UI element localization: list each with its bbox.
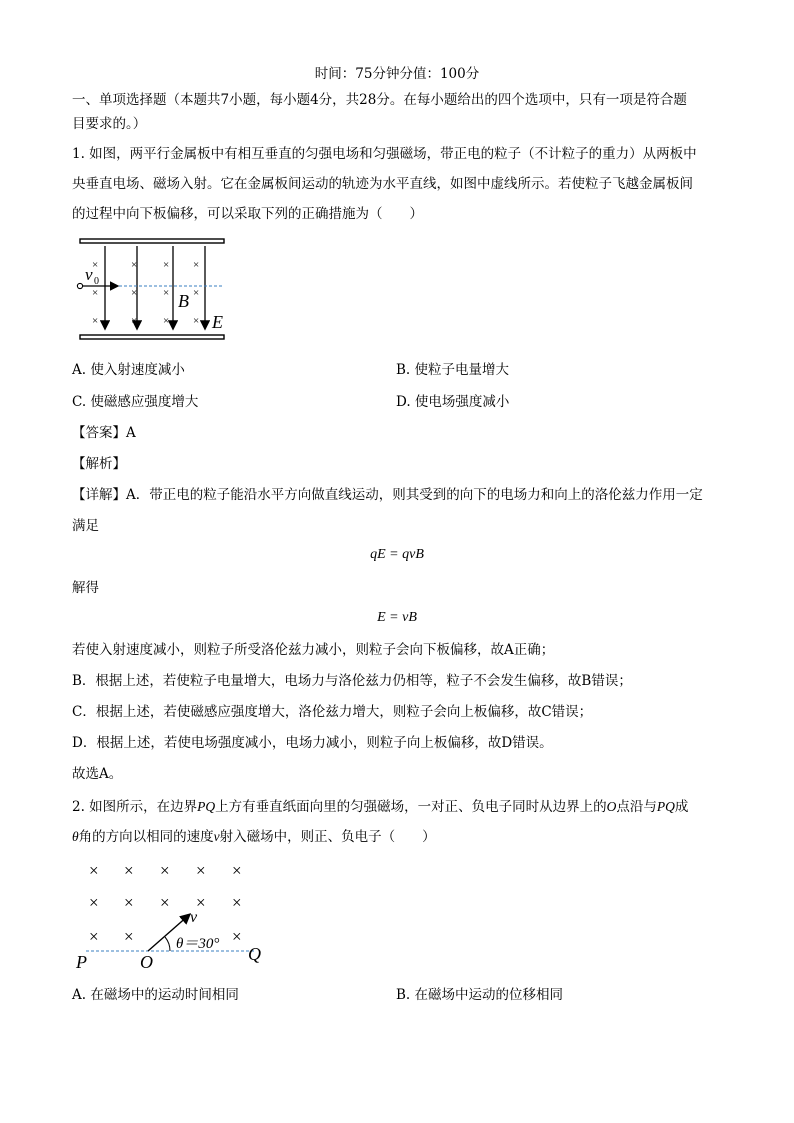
q2-stem-text: 上方有垂直纸面向里的匀强磁场，一对正、负电子同时从边界上的 — [215, 799, 607, 815]
q2-stem-text: 点沿与 — [616, 799, 657, 815]
b-field-cross: × — [89, 861, 99, 880]
q1-stem-line2: 央垂直电场、磁场入射。它在金属板间运动的轨迹为水平直线，如图中虚线所示。若使粒子飞越金属板间 — [72, 176, 693, 192]
b-field-cross: × — [124, 861, 134, 880]
b-field-cross: × — [160, 893, 170, 912]
q2-pq-symbol: PQ — [197, 799, 216, 814]
q1-figure — [72, 232, 242, 347]
q2-option-b[interactable]: B. 在磁场中运动的位移相同 — [396, 987, 564, 1003]
top-plate — [80, 239, 224, 243]
answer-value: A — [126, 425, 136, 441]
angle-label: θ＝30° — [176, 936, 220, 952]
b-field-cross: × — [193, 315, 200, 327]
b-field-cross: × — [92, 287, 99, 299]
b-field-cross: × — [196, 893, 206, 912]
b-field-cross: × — [92, 259, 99, 271]
b-field-cross: × — [89, 893, 99, 912]
q1-option-a[interactable]: A. 使入射速度减小 — [72, 362, 185, 378]
e-label: E — [212, 312, 223, 332]
q2-stem-text: 射入磁场中，则正、负电子（ ） — [219, 829, 436, 845]
q2-v-symbol: v — [213, 829, 220, 844]
q2-option-a[interactable]: A. 在磁场中的运动时间相同 — [72, 987, 239, 1003]
q2-o-symbol: O — [606, 799, 617, 814]
q1-detail-line1: 【详解】A．带正电的粒子能沿水平方向做直线运动，则其受到的向下的电场力和向上的洛伦兹力作用一定 — [72, 487, 703, 503]
b-field-cross: × — [163, 287, 170, 299]
particle — [77, 283, 82, 288]
q2-figure — [72, 852, 272, 977]
q1-option-b[interactable]: B. 使粒子电量增大 — [396, 362, 510, 378]
q1-solve-word: 解得 — [72, 580, 99, 596]
b-field-cross: × — [131, 315, 138, 327]
q1-equation-2: E = vB — [377, 610, 417, 625]
bottom-plate — [80, 335, 224, 339]
b-field-cross: × — [131, 287, 138, 299]
q1-explain-d: D．根据上述，若使电场强度减小，电场力减小，则粒子向上板偏移，故D错误。 — [72, 735, 553, 751]
q1-equation-1: qE = qvB — [370, 547, 424, 562]
q1-stem-line1: 1. 如图，两平行金属板中有相互垂直的匀强电场和匀强磁场，带正电的粒子（不计粒子的重力）从两板中 — [72, 146, 697, 162]
q2-stem-text: 角的方向以相同的速度 — [78, 829, 214, 845]
v-label: v — [190, 909, 198, 926]
b-field-cross: × — [163, 259, 170, 271]
b-field-cross: × — [232, 861, 242, 880]
exam-time-score: 时间：75分钟分值：100分 — [314, 66, 480, 82]
b-field-cross: × — [163, 315, 170, 327]
answer-tag: 【答案】 — [72, 425, 126, 441]
q1-analysis-tag: 【解析】 — [72, 456, 126, 472]
b-field-cross: × — [124, 927, 134, 946]
q2-stem-text: 2. 如图所示，在边界 — [72, 799, 198, 815]
p-label: P — [76, 952, 87, 972]
q2-stem-line1 — [72, 797, 688, 817]
q1-explain-c: C．根据上述，若使磁感应强度增大，洛伦兹力增大，则粒子会向上板偏移，故C错误； — [72, 704, 593, 720]
v0-subscript: 0 — [94, 276, 99, 287]
b-field-cross: × — [160, 861, 170, 880]
q1-stem-line3: 的过程中向下板偏移，可以采取下列的正确措施为（ ） — [72, 206, 423, 222]
q1-conclusion: 故选A。 — [72, 766, 123, 782]
v0-label: v — [85, 265, 93, 284]
q2-stem-line2 — [72, 827, 436, 847]
o-label: O — [140, 952, 153, 972]
b-field-cross: × — [92, 315, 99, 327]
section-title-cont: 目要求的。） — [72, 116, 147, 132]
q1-answer — [72, 423, 136, 443]
q2-pq-symbol: PQ — [656, 799, 675, 814]
q-label: Q — [248, 944, 261, 964]
b-field-cross: × — [232, 927, 242, 946]
q1-explain-b: B．根据上述，若使粒子电量增大，电场力与洛伦兹力仍相等，粒子不会发生偏移，故B错误； — [72, 673, 632, 689]
b-field-cross: × — [232, 893, 242, 912]
q1-explain-a: 若使入射速度减小，则粒子所受洛伦兹力减小，则粒子会向下板偏移，故A正确； — [72, 642, 555, 658]
q2-stem-text: 成 — [674, 799, 689, 815]
angle-arc — [165, 937, 170, 951]
q1-option-c[interactable]: C. 使磁感应强度增大 — [72, 394, 199, 410]
b-field-cross: × — [193, 287, 200, 299]
b-field-cross: × — [193, 259, 200, 271]
q1-option-d[interactable]: D. 使电场强度减小 — [396, 394, 510, 410]
b-field-cross: × — [196, 861, 206, 880]
b-field-cross: × — [131, 259, 138, 271]
b-field-cross: × — [89, 927, 99, 946]
q1-detail-line2: 满足 — [72, 518, 99, 534]
b-field-cross: × — [124, 893, 134, 912]
q2-theta-symbol: θ — [72, 829, 79, 844]
b-label: B — [178, 291, 189, 311]
section-title: 一、单项选择题（本题共7小题，每小题4分，共28分。在每小题给出的四个选项中，只有一项是符合题 — [72, 92, 687, 108]
